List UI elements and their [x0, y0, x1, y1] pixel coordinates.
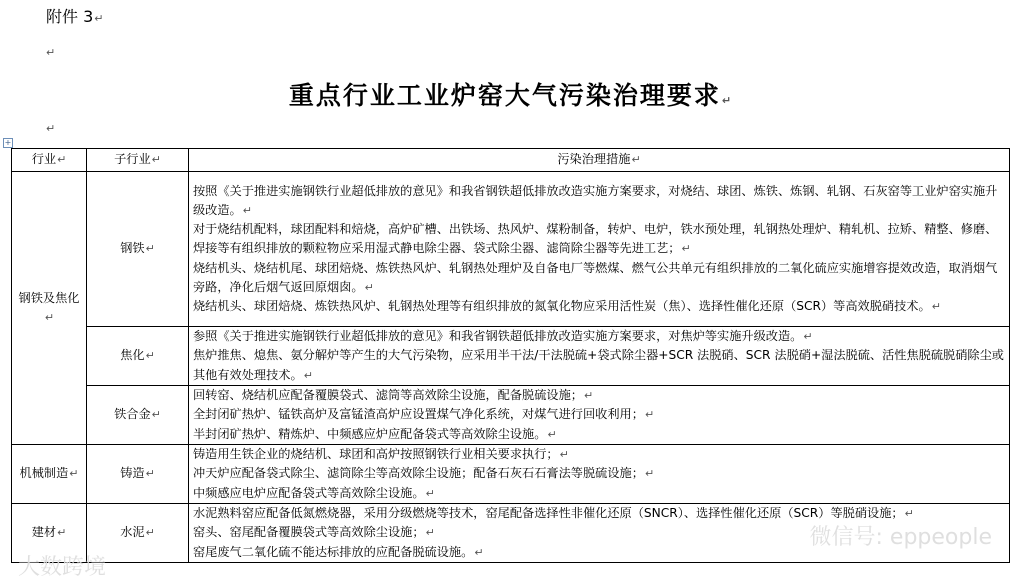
- document-title: 重点行业工业炉窑大气污染治理要求↵: [288, 81, 734, 110]
- measure-line: 全封闭矿热炉、锰铁高炉及富锰渣高炉应设置煤气净化系统，对煤气进行回收利用；↵: [193, 407, 655, 422]
- measure-line: 中频感应电炉应配备袋式等高效除尘设施。↵: [193, 485, 435, 500]
- sub-industry-cell: 水泥↵: [87, 504, 189, 563]
- measure-line: 铸造用生铁企业的烧结机、球团和高炉按照钢铁行业相关要求执行；↵: [193, 447, 569, 462]
- industry-cell: 建材↵: [12, 504, 87, 563]
- wechat-watermark: 微信号: eppeople: [809, 525, 992, 550]
- measure-line: 窑头、窑尾配备覆膜袋式等高效除尘设施；↵: [193, 525, 435, 540]
- table-row: [12, 172, 1010, 327]
- measure-line: 半封闭矿热炉、精炼炉、中频感应炉应配备袋式等高效除尘设施。↵: [193, 426, 557, 441]
- header-industry: 行业↵: [12, 149, 87, 172]
- measure-line: 对于烧结机配料，球团配料和焙烧，高炉矿槽、出铁场、热风炉、煤粉制备，转炉、电炉，铁水预处理，轧钢热处理炉、精轧机、拉矫、精整、修磨、焊接等有组织排放的颗粒物应采用湿式静电除尘器、袋式除尘器、滤筒除尘器等先进工艺；↵: [193, 222, 998, 256]
- measures-cell: [189, 386, 1010, 445]
- sub-industry-cell: 焦化↵: [87, 327, 189, 386]
- paragraph-mark: ↵: [46, 122, 56, 135]
- table-move-handle-icon[interactable]: +: [4, 138, 12, 147]
- measures-cell: [189, 172, 1010, 327]
- measures-cell: [189, 327, 1010, 386]
- sub-industry-cell: 钢铁↵: [87, 172, 189, 327]
- attachment-label: 附件 3↵: [46, 7, 104, 26]
- table-row: [12, 327, 1010, 386]
- brand-watermark: 大数跨境: [18, 555, 107, 580]
- measure-line: 参照《关于推进实施钢铁行业超低排放的意见》和我省钢铁超低排放改造实施方案要求，对焦炉等实施升级改造。↵: [193, 329, 813, 344]
- industry-cell: 机械制造↵: [12, 445, 87, 504]
- header-sub-industry: 子行业↵: [87, 149, 189, 172]
- sub-industry-cell: 铸造↵: [87, 445, 189, 504]
- industry-cell: 钢铁及焦化↵: [12, 172, 87, 445]
- measure-line: 冲天炉应配备袋式除尘、滤筒除尘等高效除尘设施；配备石灰石石膏法等脱硫设施；↵: [193, 466, 655, 481]
- measure-line: 回转窑、烧结机应配备覆膜袋式、滤筒等高效除尘设施，配备脱硫设施；↵: [193, 388, 594, 403]
- measure-line: 按照《关于推进实施钢铁行业超低排放的意见》和我省钢铁超低排放改造实施方案要求，对烧结、球团、炼铁、炼钢、轧钢、石灰窑等工业炉窑实施升级改造。↵: [193, 183, 998, 217]
- pollution-table: [11, 148, 1010, 563]
- measures-cell: [189, 445, 1010, 504]
- measure-line: 烧结机头、球团焙烧、炼铁热风炉、轧钢热处理等有组织排放的氮氧化物应采用活性炭（焦）、选择性催化还原（SCR）等高效脱硝技术。↵: [193, 299, 941, 313]
- table-row: [12, 386, 1010, 445]
- table-header-row: [12, 149, 1010, 172]
- table-row: [12, 445, 1010, 504]
- paragraph-mark: ↵: [46, 46, 56, 59]
- header-measures: 污染治理措施↵: [189, 149, 1010, 172]
- measure-line: 焦炉推焦、熄焦、氨分解炉等产生的大气污染物，应采用半干法/干法脱硫+袋式除尘器+SCR 法脱硝、SCR 法脱硝+湿法脱硫、活性焦脱硫脱硝除尘或其他有效处理技术。↵: [193, 348, 1004, 382]
- sub-industry-cell: 铁合金↵: [87, 386, 189, 445]
- measure-line: 水泥熟料窑应配备低氮燃烧器，采用分级燃烧等技术，窑尾配备选择性非催化还原（SNCR）、选择性催化还原（SCR）等脱硝设施；↵: [193, 506, 914, 521]
- measure-line: 窑尾废气二氧化硫不能达标排放的应配备脱硫设施。↵: [193, 544, 484, 559]
- measure-line: 烧结机头、烧结机尾、球团焙烧、炼铁热风炉、轧钢热处理炉及自备电厂等燃煤、燃气公共单元有组织排放的二氧化硫应实施增容提效改造，取消烟气旁路，净化后烟气返回原烟囱。↵: [193, 260, 998, 294]
